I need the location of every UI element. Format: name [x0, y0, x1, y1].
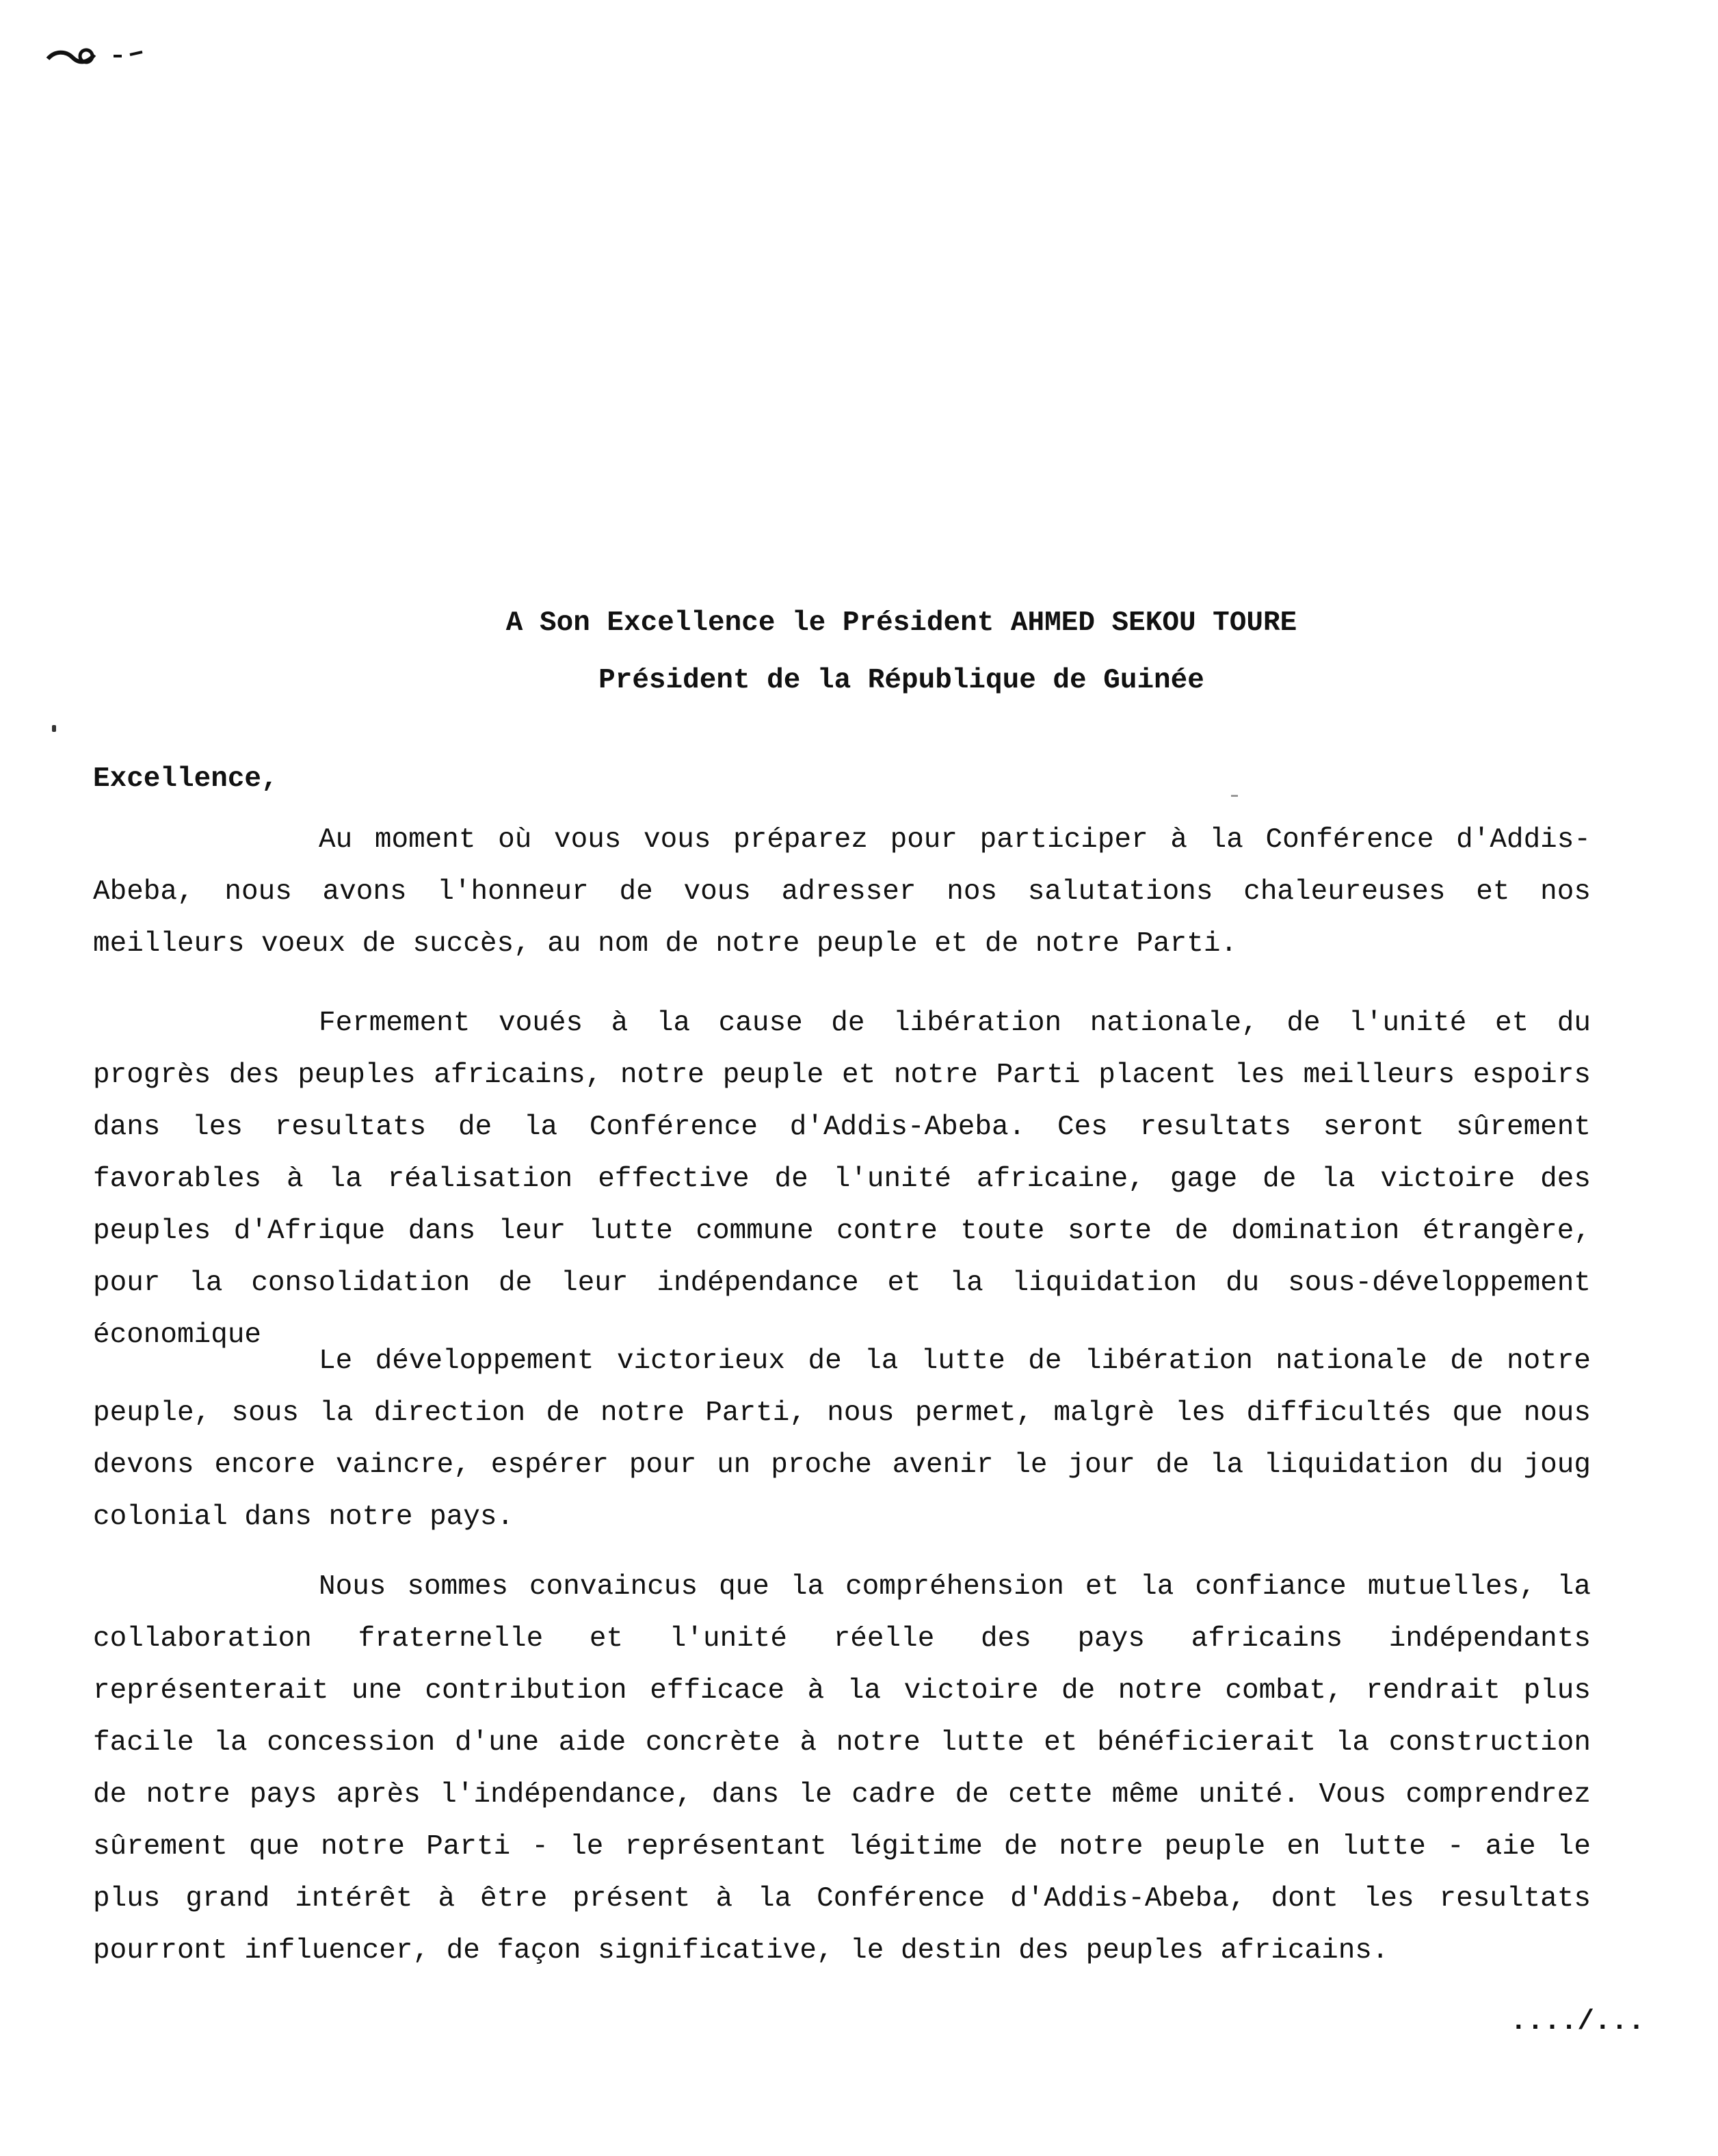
paragraph-text: Au moment où vous vous préparez pour participer à la Conférence d'Addis-Abeba, nous avons l'honneur de vous adresser nos salutations chaleureuses et nos meilleurs voeux de succès, au nom de notre peuple et de notre Parti. — [93, 824, 1591, 960]
stray-ink-dash — [1231, 795, 1238, 797]
paragraph-4 — [93, 1561, 1591, 1977]
ink-mark-icon — [45, 42, 148, 70]
stray-ink-dot — [52, 725, 56, 732]
paragraph-1 — [93, 814, 1591, 970]
paragraph-text: Fermement voués à la cause de libération nationale, de l'unité et du progrès des peuples africains, notre peuple et notre Parti placent les meilleurs espoirs dans les resultats de la Conférence d'Addis-Abeba. Ces resultats seront sûrement favorables à la réalisation effective de l'unité africaine, gage de la victoire des peuples d'Afrique dans leur lutte commune contre toute sorte de domination étrangère, pour la consolidation de leur indépendance et la liquidation du sous-développement économique — [93, 1008, 1591, 1351]
salutation: Excellence, — [93, 763, 278, 795]
recipient-title-line: Président de la République de Guinée — [598, 665, 1204, 696]
page-continuation-mark: ..../... — [1510, 2006, 1645, 2038]
paragraph-text: Le développement victorieux de la lutte de libération nationale de notre peuple, sous la direction de notre Parti, nous permet, malgrè les difficultés que nous devons encore vaincre, espérer pour un proche avenir le jour de la liquidation du joug colonial dans notre pays. — [93, 1345, 1591, 1533]
paragraph-3 — [93, 1335, 1591, 1543]
recipient-name-line: A Son Excellence le Président AHMED SEKOU TOURE — [505, 607, 1297, 639]
paragraph-2 — [93, 997, 1591, 1361]
paragraph-text: Nous sommes convaincus que la compréhension et la confiance mutuelles, la collaboration fraternelle et l'unité réelle des pays africains indépendants représenterait une contribution efficace à la victoire de notre combat, rendrait plus facile la concession d'une aide concrète à notre lutte et bénéficierait la construction de notre pays après l'indépendance, dans le cadre de cette même unité. Vous comprendrez sûrement que notre Parti - le représentant légitime de notre peuple en lutte - aie le plus grand intérêt à être présent à la Conférence d'Addis-Abeba, dont les resultats pourront influencer, de façon significative, le destin des peuples africains. — [93, 1571, 1591, 1967]
